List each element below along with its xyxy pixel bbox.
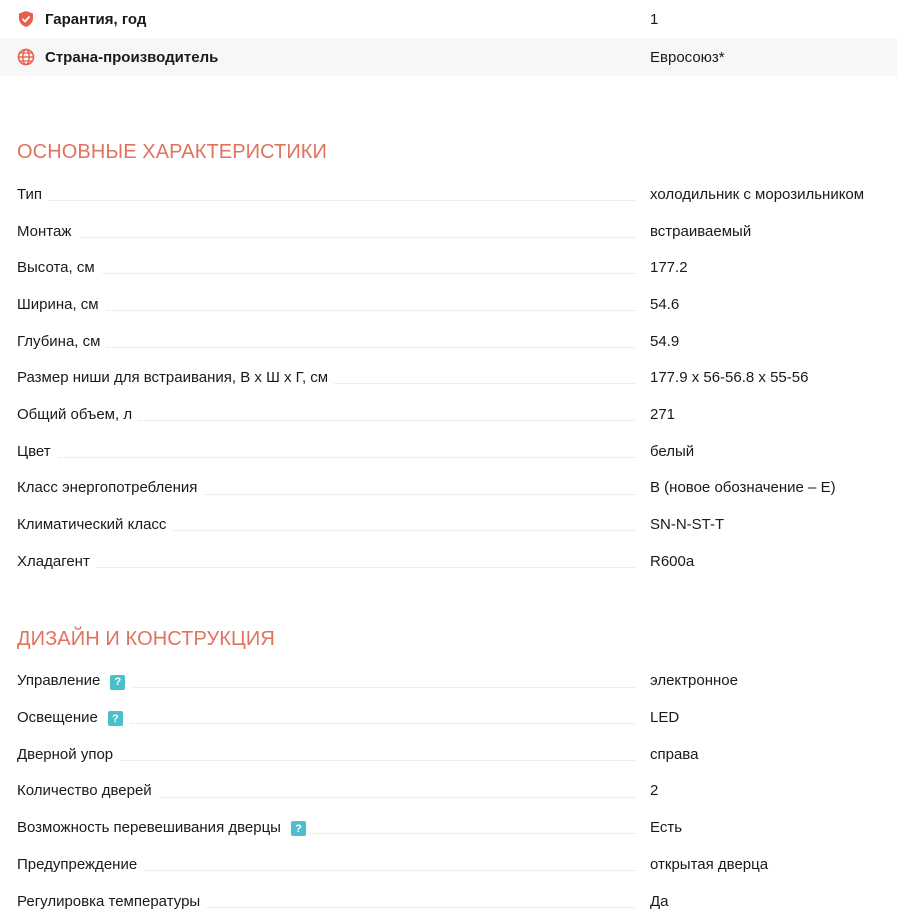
globe-icon [17, 48, 35, 66]
help-icon[interactable]: ? [108, 711, 123, 726]
spec-value: R600a [650, 552, 695, 570]
spec-row [0, 433, 897, 470]
spec-value: справа [650, 745, 699, 763]
spec-label: Высота, см [17, 259, 101, 276]
spec-row [0, 249, 897, 286]
spec-row [0, 286, 897, 323]
spec-value: 177.2 [650, 259, 688, 277]
spec-row-country [0, 38, 897, 76]
spec-label: Размер ниши для встраивания, В х Ш х Г, см [17, 369, 334, 386]
spec-value: 2 [650, 782, 659, 800]
spec-row [0, 699, 897, 736]
spec-label: Освещение [17, 708, 98, 726]
spec-row [0, 470, 897, 507]
spec-row [0, 213, 897, 250]
help-icon[interactable]: ? [291, 821, 306, 836]
spec-row [0, 736, 897, 773]
spec-row [0, 773, 897, 810]
spec-row [0, 543, 897, 580]
spec-row [0, 883, 897, 920]
spec-value: 177.9 x 56-56.8 x 55-56 [650, 369, 809, 387]
spec-value: белый [650, 442, 695, 460]
spec-row [0, 359, 897, 396]
spec-label: Регулировка температуры [17, 893, 206, 910]
spec-value: Есть [650, 819, 683, 837]
spec-value: Евросоюз* [650, 48, 725, 66]
spec-list-main [0, 176, 897, 580]
spec-label: Страна-производитель [45, 48, 219, 66]
shield-check-icon [17, 10, 35, 28]
spec-row [0, 506, 897, 543]
spec-value: электронное [650, 672, 738, 690]
spec-value: 271 [650, 405, 676, 423]
spec-label: Класс энергопотребления [17, 479, 203, 496]
spec-label: Количество дверей [17, 782, 158, 799]
spec-label: Тип [17, 186, 48, 203]
spec-value: SN-N-ST-T [650, 516, 725, 534]
spec-label: Дверной упор [17, 746, 119, 763]
spec-value: 54.6 [650, 295, 680, 313]
spec-row [0, 663, 897, 700]
spec-label: Цвет [17, 443, 57, 460]
section-title: ДИЗАЙН И КОНСТРУКЦИЯ [17, 627, 275, 650]
spec-list-design [0, 663, 897, 920]
spec-label: Климатический класс [17, 516, 172, 533]
spec-value: открытая дверца [650, 855, 769, 873]
section-header-main [0, 76, 897, 176]
spec-row-warranty [0, 0, 897, 38]
spec-value: 54.9 [650, 332, 680, 350]
spec-row [0, 323, 897, 360]
spec-value: Да [650, 892, 669, 910]
spec-value: холодильник с морозильником [650, 185, 865, 203]
spec-value: B (новое обозначение – E) [650, 479, 836, 497]
spec-label: Предупреждение [17, 856, 143, 873]
spec-value: 1 [650, 10, 659, 28]
spec-label: Гарантия, год [45, 10, 147, 28]
spec-value: LED [650, 709, 680, 727]
spec-label: Хладагент [17, 553, 96, 570]
spec-row [0, 809, 897, 846]
spec-row [0, 846, 897, 883]
section-title: ОСНОВНЫЕ ХАРАКТЕРИСТИКИ [17, 141, 328, 163]
spec-label: Возможность перевешивания дверцы [17, 818, 281, 836]
spec-value: встраиваемый [650, 222, 752, 240]
section-header-design [0, 580, 897, 663]
help-icon[interactable]: ? [110, 675, 125, 690]
spec-row [0, 176, 897, 213]
spec-label: Управление [17, 672, 101, 690]
spec-label: Глубина, см [17, 333, 106, 350]
spec-label: Ширина, см [17, 296, 105, 313]
spec-label: Общий объем, л [17, 406, 138, 423]
spec-row [0, 396, 897, 433]
spec-label: Монтаж [17, 223, 77, 240]
